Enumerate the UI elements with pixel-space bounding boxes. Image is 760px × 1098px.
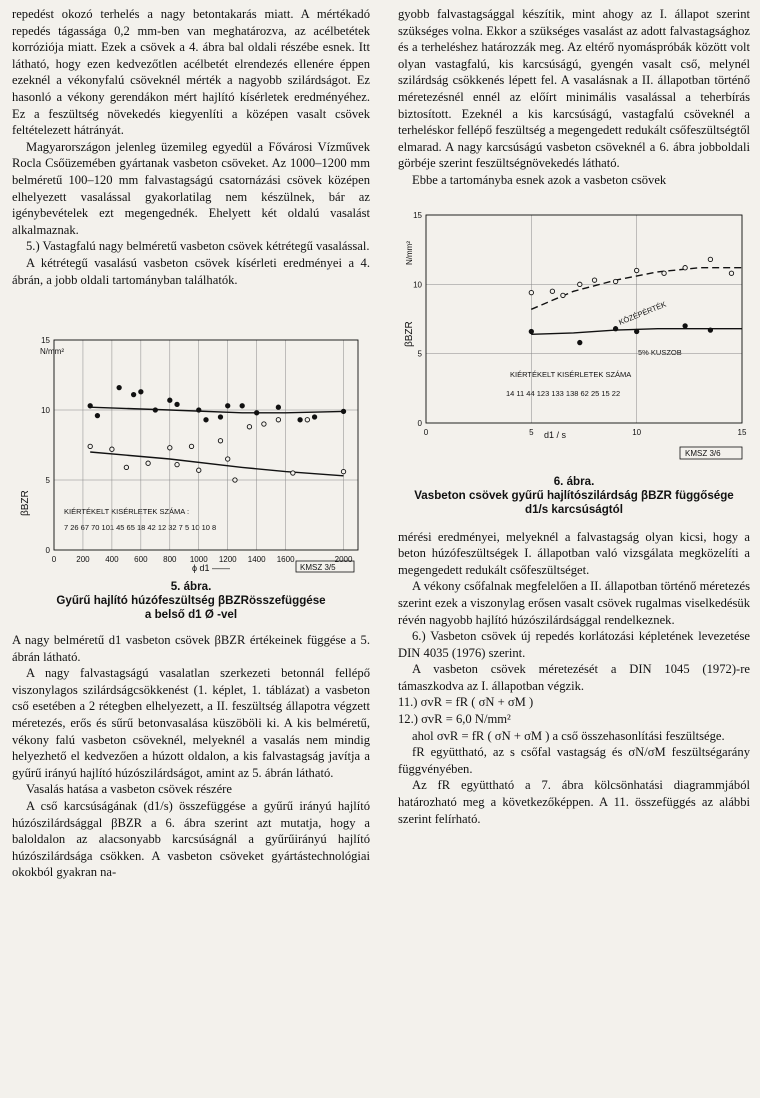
data-point	[175, 402, 179, 406]
x-tick-label: 1000	[189, 555, 208, 565]
paragraph: Az fR együttható a 7. ábra kölcsönhatási diagrammjából határozható meg a következőképpen. A 11. összefüggés az alábbi szerint felírható.	[398, 778, 750, 826]
x-axis-label: ϕ d1 ——	[192, 563, 231, 574]
y-tick-label: 15	[41, 336, 50, 346]
paragraph: A nagy belméretű d1 vasbeton csövek βBZR értékeinek függése a 5. ábrán látható.	[12, 633, 370, 664]
y-tick-label: 10	[41, 406, 50, 416]
x-tick-label: 15	[737, 427, 747, 437]
y-axis-unit: N/mm²	[40, 347, 64, 357]
subheading: Vasalás hatása a vasbeton csövek részére	[26, 782, 232, 797]
data-point	[204, 418, 208, 422]
x-tick-label: 0	[423, 427, 429, 437]
data-point	[529, 329, 533, 333]
figure-6-number: 6. ábra.	[553, 474, 595, 488]
data-point	[634, 268, 638, 272]
data-point	[240, 404, 244, 408]
equation-12: 12.) σvR = 6,0 N/mm²	[398, 712, 511, 727]
data-point	[218, 439, 222, 443]
data-point	[550, 289, 554, 293]
figure-6-title: Vasbeton csövek gyűrű hajlítószilárdság βBZR függősége	[414, 488, 734, 502]
figure-5-title: Gyűrű hajlító húzófeszültség βBZRösszefüggése	[56, 594, 326, 608]
paragraph: ahol σvR = fR ( σN + σM ) a cső összehasonlítási feszültsége.	[412, 728, 725, 743]
y-axis-unit: N/mm²	[405, 240, 414, 265]
data-point	[262, 422, 266, 426]
figure-stamp: KMSZ 3/5	[300, 563, 336, 573]
y-axis-label: βBZR	[20, 490, 31, 517]
data-point	[233, 478, 237, 482]
trend-curve	[90, 452, 343, 476]
data-point	[131, 392, 135, 396]
data-point	[291, 471, 295, 475]
data-point	[613, 326, 617, 330]
paragraph: A kétrétegű vasalású vasbeton csövek kísérleti eredményei a 4. ábrán, a jobb oldali tartományban találhatók.	[12, 255, 370, 287]
data-point	[168, 446, 172, 450]
paragraph: repedést okozó terhelés a nagy betontakarás miatt. A mértékadó repedés tágassága 0,2 mm-ben van meghatározva, az acélbetétek korróziója miatt. Ezek a csövek a 4. ábra bal oldali részébe esnek. Itt látható, hogy ezen kedvezőtlen acélbetét elrendezés ellenére éppen ezeknél a vékonyfalú csöveknél mérték a nagyobb szilárdságot. Ez hasonló a vékony gerendákon mért hajlító kísérletek eredményéhez. Ez a feszültség növekedés kiegyenlíti a középen vasalt csövek feltételezett hátrányát.	[12, 7, 370, 138]
paragraph: A vékony csőfalnak megfelelően a II. állapotban történő méretezés szerint ezek a viszonylag erősen vasalt csövek rugalmas viselkedésük révén nagyobb hajlító húzószilárdsággal rendelkeznek.	[398, 579, 750, 627]
paragraph: A vasbeton csövek méretezését a DIN 1045 (1972)-re támaszkodva az I. állapotban végzik.	[398, 662, 750, 693]
paragraph: Magyarországon jelenleg üzemileg egyedül a Fővárosi Vízművek Rocla Csőüzemében gyártanak vasbeton csöveket. Az 1000–1200 mm belméretű 100–120 mm falvastagságú csatornázási csövek középen elhelyezett vasalással gyakorlatilag nem készülnek, bár az igénybevételek ezt megengednék. Ehelyett két oldalú vasalást alkalmaznak.	[12, 139, 370, 237]
data-point	[683, 323, 687, 327]
data-point	[95, 413, 99, 417]
data-point	[305, 418, 309, 422]
x-tick-label: 1600	[276, 555, 295, 565]
figure-6	[398, 195, 750, 475]
data-point	[276, 405, 280, 409]
data-point	[88, 404, 92, 408]
x-tick-label: 200	[76, 555, 90, 565]
data-point	[662, 271, 666, 275]
count-values: 7 26 67 70 101 45 65 18 42 12 32 7 5 10 10 8	[64, 523, 217, 533]
x-tick-label: 5	[529, 427, 534, 437]
y-tick-label: 0	[45, 546, 50, 556]
data-point	[139, 390, 143, 394]
figure-5	[12, 310, 370, 580]
x-tick-label: 1400	[247, 555, 266, 565]
data-point	[561, 293, 565, 297]
data-point	[218, 415, 222, 419]
data-point	[247, 425, 251, 429]
left-column	[12, 6, 370, 881]
data-point	[117, 385, 121, 389]
y-tick-label: 5	[417, 349, 422, 359]
paragraph: Ebbe a tartományba esnek azok a vasbeton csövek	[412, 172, 667, 187]
data-point	[110, 447, 114, 451]
count-label: KIÉRTÉKELT KISÉRLETEK SZÁMA :	[64, 507, 190, 517]
data-point	[88, 444, 92, 448]
data-point	[578, 340, 582, 344]
x-axis-label: d1 / s	[544, 429, 567, 440]
count-values: 14 11 44 123 133 138 62 25 15 22	[506, 388, 621, 398]
figure-stamp: KMSZ 3/6	[685, 448, 721, 458]
paragraph: A nagy falvastagságú vasalatlan szerkezeti betonnál fellépő viszonylagos szilárdságcsökkenést (1. képlet, 1. táblázat) a vasbeton cső esetében a 2 rétegben elhelyezett, a II. feszültség állapotra végzett méretezés, erős és sűrű betonvasalása küszöböli ki. A kis belméretű, vékony falú vasbeton csöveknél, melyeknél a vasalás nem mindig helyezhető el kedvezően a húzott oldalon, a kis falvastagság javítja a gyűrű irányú hajlító húzószilárdságot, amint az 5. ábrán látható.	[12, 666, 370, 780]
data-point	[124, 465, 128, 469]
section-heading: 5.) Vastagfalú nagy belméretű vasbeton csövek kétrétegű vasalással.	[26, 239, 370, 254]
y-tick-label: 10	[413, 279, 422, 289]
paragraph: fR együttható, az s csőfal vastagság és σN/σM feszültségarány függvényében.	[398, 745, 750, 776]
data-point	[613, 279, 617, 283]
data-point	[298, 418, 302, 422]
data-point	[578, 282, 582, 286]
data-point	[197, 408, 201, 412]
data-point	[312, 415, 316, 419]
curve-label-5pct: 5% KUSZOB	[638, 347, 682, 357]
data-point	[341, 469, 345, 473]
data-point	[153, 408, 157, 412]
data-point	[226, 457, 230, 461]
figure-5-number: 5. ábra.	[170, 580, 212, 594]
paragraph: gyobb falvastagsággal készítik, mint ahogy az I. állapot szerint szükséges volna. Ekkor a szükséges vasalást az adott falvastagsághoz és a terheléshez határozzák meg. Az eltérő nyomáspróbák között volt olyan vastagfalú, kis karcsúságú, gyengén vasalt cső, melynél szilárdság csökkenés lépett fel. A vasalásnak a II. állapotban történő méretezésnél ennél az előírt minimális vasalással a teherbírás biztosított. Ezeknél a kis karcsúságú, vastagfalú csöveknél a terheléskor fellépő feszültség a megengedett redukált csőfeszültségtől elmarad. A nagy karcsúságú vasbeton csöveknél a 6. ábra jobboldali görbéje szerint feszültségnövekedés látható.	[398, 7, 750, 171]
y-tick-label: 5	[45, 476, 50, 486]
data-point	[634, 329, 638, 333]
x-tick-label: 2000	[334, 555, 353, 565]
curve-label-mean: KÖZÉPÉRTÉK	[617, 299, 668, 327]
data-point	[168, 398, 172, 402]
data-point	[708, 327, 712, 331]
y-tick-label: 15	[413, 210, 422, 220]
right-column	[398, 6, 750, 827]
data-point	[529, 290, 533, 294]
x-tick-label: 0	[51, 555, 57, 565]
figure-6-subtitle: d1/s karcsúságtól	[525, 502, 623, 516]
x-tick-label: 10	[632, 427, 642, 437]
data-point	[683, 265, 687, 269]
figure-5-chart	[12, 310, 370, 580]
figure-5-subtitle: a belső d1 Ø -vel	[144, 608, 238, 622]
data-point	[276, 418, 280, 422]
x-tick-label: 1200	[218, 555, 237, 565]
data-point	[341, 409, 345, 413]
count-label: KIÉRTÉKELT KISÉRLETEK SZÁMA	[510, 369, 632, 379]
data-point	[146, 461, 150, 465]
equation-11: 11.) σvR = fR ( σN + σM )	[398, 695, 534, 710]
x-tick-label: 400	[105, 555, 119, 565]
data-point	[729, 271, 733, 275]
paragraph: A cső karcsúságának (d1/s) összefüggése a gyűrű irányú hajlító húzószilárdsággal βBZR a 6. ábra szerint azt mutatja, hogy a baloldalon az alacsonyabb karcsúságnál a gyűrűirányú hajlító húzószilárdsága csökken. A vasbeton csöveket gyártástechnológiai okokból gyakran na-	[12, 799, 370, 880]
x-tick-label: 600	[134, 555, 148, 565]
data-point	[708, 257, 712, 261]
plot-frame	[54, 340, 358, 550]
y-tick-label: 0	[417, 418, 422, 428]
data-point	[197, 468, 201, 472]
data-point	[189, 444, 193, 448]
paragraph: mérési eredményei, melyeknél a falvastagság olyan kicsi, hogy a beton húzófeszültségek I. állapotban való vizsgálata megközelíti a megengedett redukált csőfeszültséget.	[398, 529, 750, 577]
data-point	[254, 411, 258, 415]
data-point	[175, 462, 179, 466]
y-axis-label: βBZR	[404, 320, 415, 347]
figure-6-chart	[398, 195, 750, 475]
data-point	[592, 278, 596, 282]
x-tick-label: 800	[163, 555, 177, 565]
paragraph: 6.) Vasbeton csövek új repedés korlátozási képletének levezetése DIN 4035 (1976) szerint.	[398, 629, 750, 660]
data-point	[226, 404, 230, 408]
